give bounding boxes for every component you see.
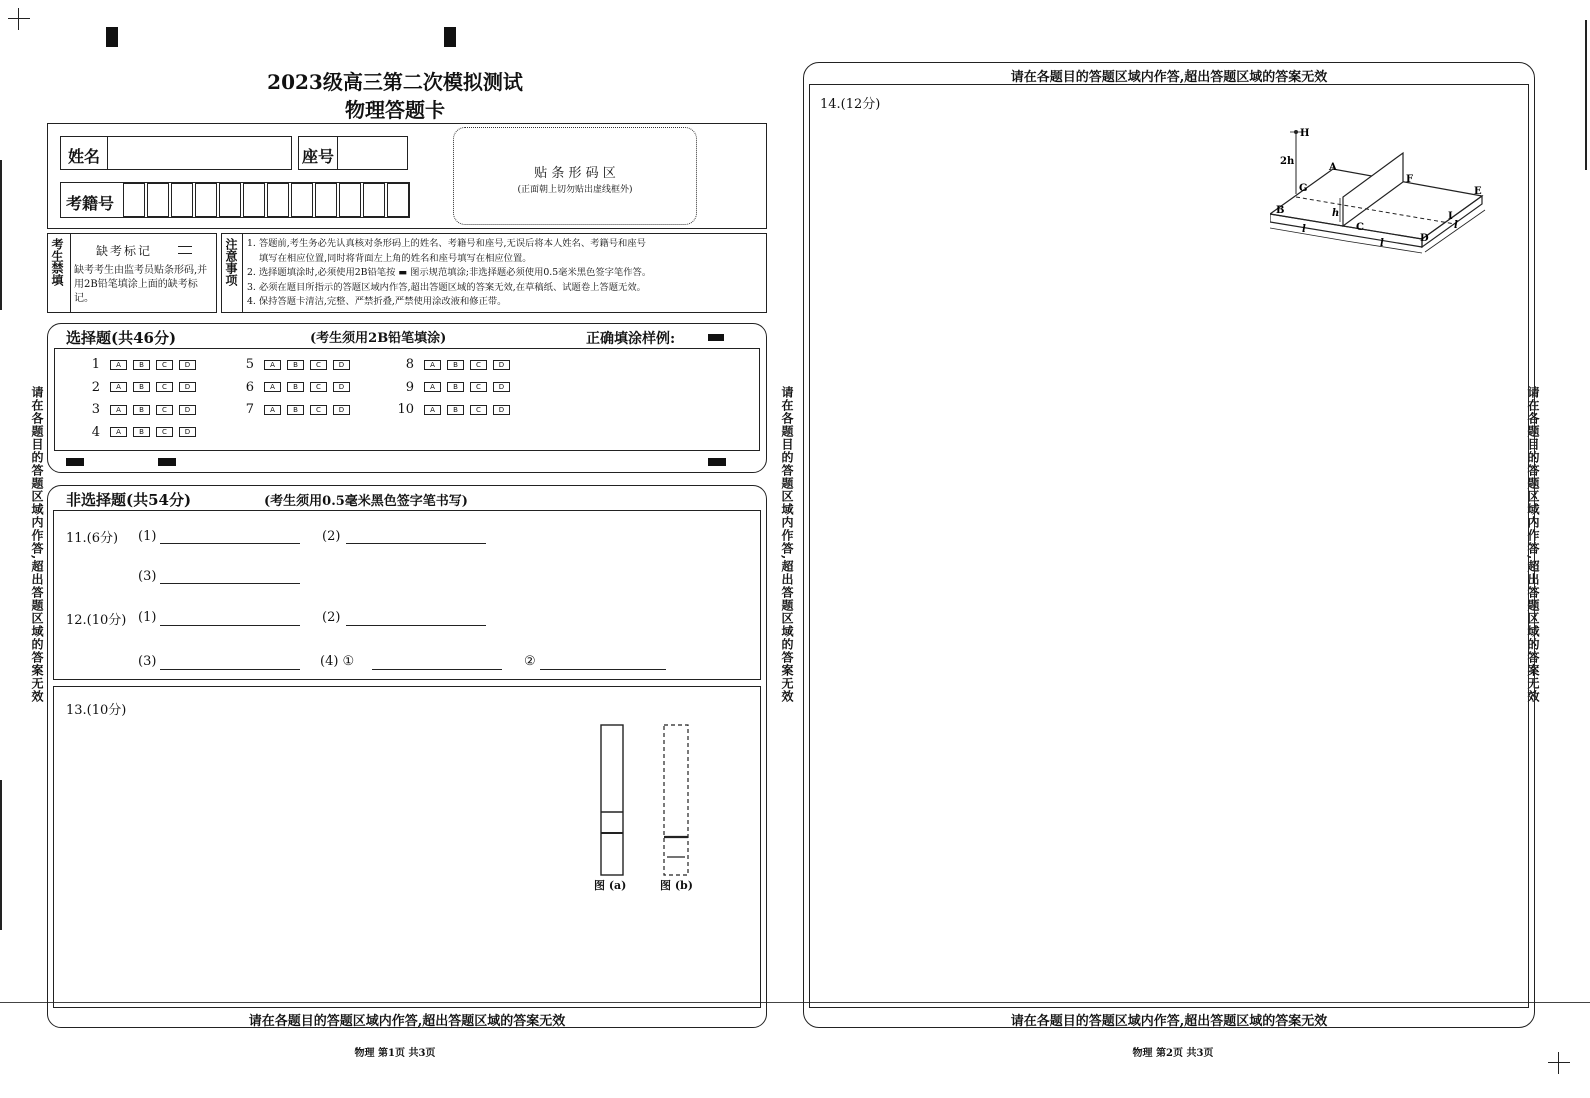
figure-a-caption: 图 (a) — [594, 879, 627, 892]
svg-text:h: h — [1332, 208, 1340, 219]
top-warning: 请在各题目的答题区域内作答,超出答题区域的答案无效 — [1010, 70, 1328, 85]
choice-bubble-a[interactable]: A — [264, 360, 281, 370]
svg-text:l: l — [1302, 224, 1306, 235]
q11-blank1-label: (1) — [138, 529, 157, 544]
notes-list — [247, 237, 762, 310]
choice-bubble-c[interactable]: C — [156, 427, 173, 437]
q12-blank2-label: (2) — [322, 610, 341, 625]
choice-bubble-b[interactable]: B — [287, 382, 304, 392]
svg-text:E: E — [1474, 186, 1482, 197]
choice-bubble-b[interactable]: B — [287, 405, 304, 415]
mc-question-number: 9 — [405, 379, 414, 395]
svg-text:F: F — [1406, 174, 1414, 185]
student-info-panel — [47, 123, 767, 229]
choice-bubble-d[interactable]: D — [493, 382, 510, 392]
choice-bubble-c[interactable]: C — [156, 360, 173, 370]
mc-question-number: 3 — [91, 402, 100, 417]
svg-text:C: C — [1356, 222, 1364, 233]
choice-bubble-b[interactable]: B — [287, 360, 304, 370]
svg-text:G: G — [1299, 183, 1308, 194]
note-line: 填写在相应位置,同时将背面左上角的姓名和座号填写在相应位置。 — [259, 252, 532, 264]
choice-bubble-b[interactable]: B — [133, 427, 150, 437]
choice-bubble-c[interactable]: C — [310, 405, 327, 415]
q12-blank3[interactable] — [160, 669, 300, 670]
choice-bubble-c[interactable]: C — [470, 405, 487, 415]
choice-bubble-d[interactable]: D — [333, 360, 350, 370]
timing-mark — [158, 458, 176, 466]
mc-question-row — [78, 380, 202, 395]
absent-title: 缺考标记 — [96, 244, 153, 258]
timing-mark — [708, 458, 726, 466]
choice-bubble-d[interactable]: D — [179, 360, 196, 370]
choice-bubble-b[interactable]: B — [447, 405, 464, 415]
choice-bubble-d[interactable]: D — [179, 427, 196, 437]
mc-question-number: 5 — [245, 357, 254, 372]
choice-bubble-b[interactable]: B — [133, 360, 150, 370]
page-subtitle: 物理答题卡 — [345, 98, 445, 122]
q12-blank4-label: (4) ① — [320, 654, 355, 669]
notes-panel — [221, 233, 767, 313]
q11-blank1[interactable] — [160, 543, 300, 544]
choice-bubble-a[interactable]: A — [264, 405, 281, 415]
svg-text:I: I — [1448, 211, 1453, 222]
barcode-note: (正面朝上切勿贴出虚线框外) — [517, 185, 633, 195]
note-line: 3. 必须在题目所指示的答题区域内作答,超出答题区域的答案无效,在草稿纸、试题卷上答题无效。 — [247, 281, 646, 293]
q11-q12-answer-area — [53, 510, 761, 680]
svg-text:A: A — [1329, 162, 1337, 173]
choice-bubble-d[interactable]: D — [333, 405, 350, 415]
choice-bubble-d[interactable]: D — [493, 405, 510, 415]
exam-id-field[interactable] — [60, 182, 410, 218]
q14-figure — [1270, 124, 1510, 260]
page1-footer: 物理 第1页 共3页 — [354, 1048, 436, 1059]
edge-line — [0, 780, 2, 930]
svg-text:l: l — [1454, 220, 1458, 231]
q12-blank3-label: (3) — [138, 654, 157, 669]
timing-mark — [444, 27, 456, 47]
seat-field[interactable] — [298, 136, 408, 170]
choice-bubble-b[interactable]: B — [447, 360, 464, 370]
name-label: 姓名 — [68, 147, 101, 166]
choice-bubble-a[interactable]: A — [110, 427, 127, 437]
mc-question-number: 8 — [405, 357, 414, 372]
notes-side-label: 注意事项 — [224, 238, 238, 286]
edge-line — [0, 160, 2, 310]
note-line: 4. 保持答题卡清洁,完整、严禁折叠,严禁使用涂改液和修正带。 — [247, 296, 507, 307]
figure-b-caption: 图 (b) — [660, 879, 693, 892]
name-field[interactable] — [60, 136, 292, 170]
multiple-choice-section — [47, 323, 767, 473]
mc-question-row — [232, 402, 356, 417]
label-H: H — [1300, 128, 1310, 139]
svg-text:D: D — [1420, 233, 1429, 244]
mc-question-row — [78, 425, 202, 440]
mc-question-row — [392, 402, 516, 417]
choice-bubble-d[interactable]: D — [179, 405, 196, 415]
mc-question-row — [78, 357, 202, 372]
q13-answer-area[interactable] — [53, 686, 761, 1008]
choice-bubble-a[interactable]: A — [264, 382, 281, 392]
choice-bubble-a[interactable]: A — [424, 360, 441, 370]
choice-bubble-c[interactable]: C — [470, 360, 487, 370]
choice-bubble-a[interactable]: A — [110, 360, 127, 370]
mc-question-number: 7 — [245, 402, 254, 417]
nonmc-title: 非选择题(共54分) — [66, 491, 192, 509]
choice-bubble-d[interactable]: D — [179, 382, 196, 392]
svg-text:2h: 2h — [1280, 156, 1295, 167]
timing-mark — [66, 458, 84, 466]
q13-label: 13.(10分) — [66, 703, 127, 718]
registration-cross-bottom-right — [1548, 1052, 1570, 1074]
choice-bubble-a[interactable]: A — [424, 382, 441, 392]
choice-bubble-d[interactable]: D — [493, 360, 510, 370]
mc-question-row — [78, 402, 202, 417]
absent-side-label: 考生禁填 — [50, 238, 64, 286]
mc-question-row — [392, 380, 516, 395]
mc-question-number: 6 — [245, 379, 254, 395]
mc-instruction: (考生须用2B铅笔填涂) — [310, 331, 447, 346]
nonmc-instruction: (考生须用0.5毫米黑色签字笔书写) — [264, 494, 468, 509]
side-warning-right: 请在各题目的答题区域内作答,超出答题区域的答案无效 — [1526, 386, 1540, 704]
choice-bubble-b[interactable]: B — [133, 405, 150, 415]
q12-label: 12.(10分) — [66, 613, 127, 628]
q12-blank1[interactable] — [160, 625, 300, 626]
bottom-warning: 请在各题目的答题区域内作答,超出答题区域的答案无效 — [248, 1014, 566, 1029]
mc-question-row — [392, 357, 516, 372]
q12-circle2-label: ② — [524, 654, 536, 669]
barcode-title: 贴 条 形 码 区 — [534, 166, 616, 181]
choice-bubble-c[interactable]: C — [156, 405, 173, 415]
q11-blank2[interactable] — [346, 543, 486, 544]
note-line: 2. 选择题填涂时,必须使用2B铅笔按 ▬ 图示规范填涂;非选择题必须使用0.5毫米黑色签字笔作答。 — [247, 267, 652, 278]
mc-question-row — [232, 380, 356, 395]
q11-blank2-label: (2) — [322, 529, 341, 544]
svg-text:l: l — [1380, 238, 1384, 249]
choice-bubble-c[interactable]: C — [310, 382, 327, 392]
edge-line — [1585, 20, 1587, 170]
q12-blank4[interactable] — [372, 669, 502, 670]
barcode-area[interactable] — [453, 127, 697, 225]
choice-bubble-c[interactable]: C — [310, 360, 327, 370]
absent-mark-panel — [47, 233, 217, 313]
registration-cross-top-left — [8, 8, 30, 30]
choice-bubble-d[interactable]: D — [333, 382, 350, 392]
q12-blank1-label: (1) — [138, 610, 157, 625]
q14-label: 14.(12分) — [820, 97, 881, 112]
page-title: 2023级高三第二次模拟测试 — [267, 70, 523, 94]
exam-id-label: 考籍号 — [66, 194, 115, 213]
seat-label: 座号 — [302, 147, 335, 166]
q12-blank5[interactable] — [540, 669, 666, 670]
mc-question-row — [232, 357, 356, 372]
absent-mark-bubble[interactable] — [178, 246, 192, 254]
page2-footer: 物理 第2页 共3页 — [1132, 1048, 1214, 1059]
note-line: 1. 答题前,考生务必先认真核对条形码上的姓名、考籍号和座号,无误后将本人姓名、考籍号和座号 — [247, 238, 646, 249]
mc-question-number: 10 — [397, 402, 414, 417]
q11-label: 11.(6分) — [66, 531, 119, 546]
q11-blank3[interactable] — [160, 583, 300, 584]
side-warning-middle: 请在各题目的答题区域内作答,超出答题区域的答案无效 — [780, 386, 794, 704]
choice-bubble-a[interactable]: A — [110, 405, 127, 415]
mc-question-number: 1 — [91, 357, 100, 372]
mc-question-number: 4 — [91, 424, 100, 440]
mc-question-number: 2 — [91, 379, 100, 395]
bottom-warning: 请在各题目的答题区域内作答,超出答题区域的答案无效 — [1010, 1014, 1328, 1029]
q13-figure — [584, 717, 704, 897]
absent-text: 缺考考生由监考员贴条形码,并用2B铅笔填涂上面的缺考标记。 — [74, 265, 208, 304]
side-warning-left: 请在各题目的答题区域内作答,超出答题区域的答案无效 — [30, 386, 44, 704]
timing-mark — [106, 27, 118, 47]
mc-example: 正确填涂样例: — [586, 331, 676, 347]
q11-blank3-label: (3) — [138, 569, 157, 584]
svg-text:B: B — [1276, 205, 1285, 216]
choice-bubble-a[interactable]: A — [424, 405, 441, 415]
choice-bubble-b[interactable]: B — [447, 382, 464, 392]
q12-blank2[interactable] — [346, 625, 486, 626]
mc-title: 选择题(共46分) — [66, 329, 177, 347]
choice-bubble-c[interactable]: C — [470, 382, 487, 392]
choice-bubble-a[interactable]: A — [110, 382, 127, 392]
filled-example-mark — [708, 334, 724, 341]
exam-id-cells[interactable] — [123, 183, 411, 217]
choice-bubble-b[interactable]: B — [133, 382, 150, 392]
choice-bubble-c[interactable]: C — [156, 382, 173, 392]
